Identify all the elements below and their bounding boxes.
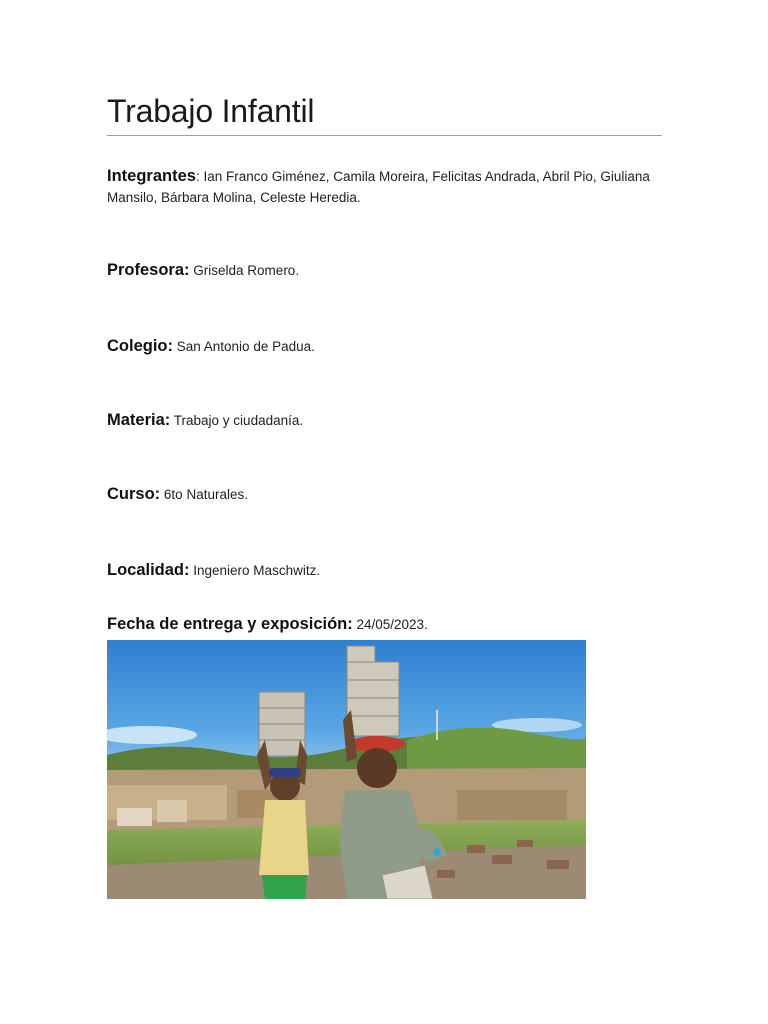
document-title: Trabajo Infantil <box>107 93 315 129</box>
materia-value: Trabajo y ciudadanía. <box>170 413 304 428</box>
localidad-label: Localidad: <box>107 561 190 579</box>
field-fecha <box>107 614 663 635</box>
child-labor-photo <box>107 640 586 899</box>
materia-label: Materia: <box>107 411 171 429</box>
field-materia <box>107 410 663 431</box>
localidad-value: Ingeniero Maschwitz. <box>189 563 321 578</box>
integrantes-label: Integrantes <box>107 167 196 185</box>
field-profesora <box>107 260 663 281</box>
colegio-label: Colegio: <box>107 337 173 355</box>
integrantes-value: : Ian Franco Giménez, Camila Moreira, Felicitas Andrada, Abril Pio, Giuliana Mansilo, Bárbara Molina, Celeste Heredia. <box>107 169 650 205</box>
curso-label: Curso: <box>107 485 161 503</box>
profesora-value: Griselda Romero. <box>189 263 300 278</box>
fecha-value: 24/05/2023. <box>352 617 428 632</box>
field-integrantes <box>107 166 663 208</box>
colegio-value: San Antonio de Padua. <box>173 339 315 354</box>
field-curso <box>107 484 663 505</box>
profesora-label: Profesora: <box>107 261 190 279</box>
field-localidad <box>107 560 663 581</box>
fecha-label: Fecha de entrega y exposición: <box>107 615 353 633</box>
document-page <box>107 0 663 1024</box>
curso-value: 6to Naturales. <box>160 487 248 502</box>
field-colegio <box>107 336 663 357</box>
title-underline <box>107 135 662 136</box>
